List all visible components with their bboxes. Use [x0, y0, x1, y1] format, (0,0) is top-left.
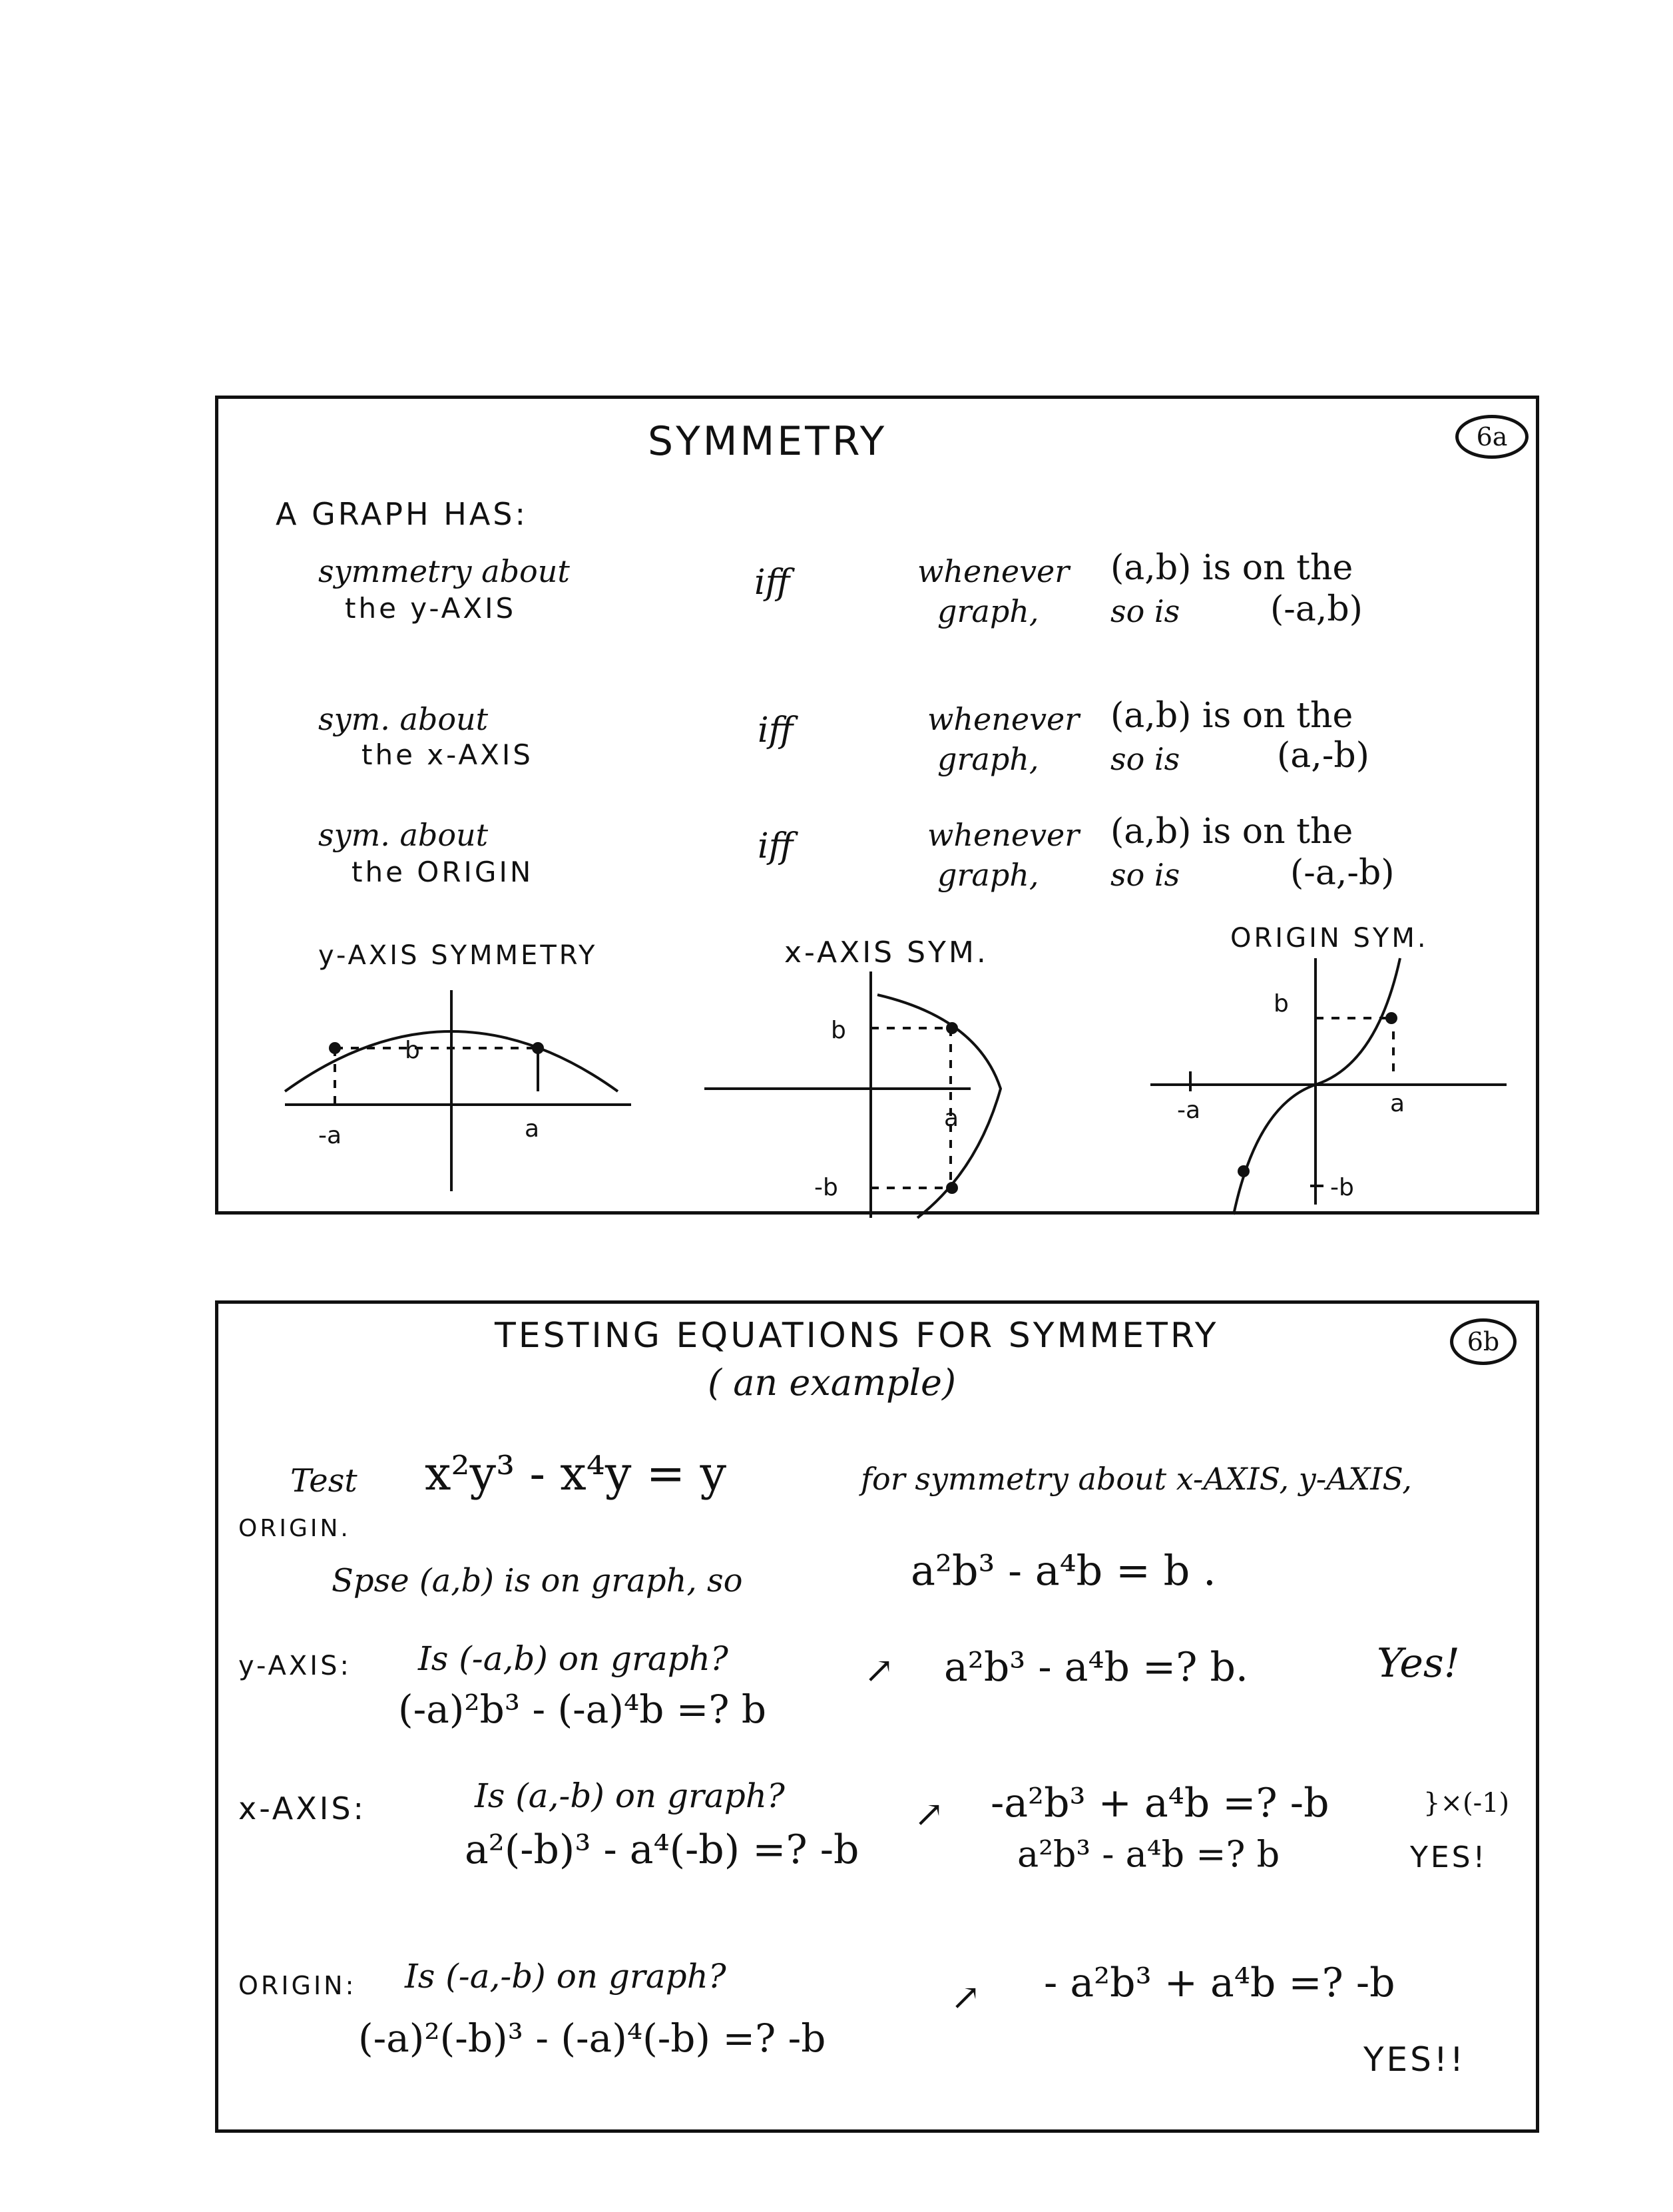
- page-badge: 6b: [1450, 1318, 1517, 1365]
- row3-left-line1: sym. about: [318, 817, 489, 853]
- origin-word: ORIGIN.: [238, 1515, 351, 1542]
- test-word: Test: [290, 1462, 358, 1500]
- page-badge: 6a: [1455, 415, 1529, 459]
- x-axis-arrow-icon: ↗: [914, 1793, 945, 1835]
- y-axis-test-question: Is (-a,b) on graph?: [418, 1639, 728, 1678]
- card-subtitle: ( an example): [708, 1362, 957, 1404]
- row3-right-whenever: whenever: [927, 817, 1080, 853]
- suppose-text: Spse (a,b) is on graph, so: [332, 1562, 743, 1599]
- y-axis-test-result: a²b³ - a⁴b =? b.: [944, 1644, 1249, 1691]
- x-graph-label-a: a: [944, 1105, 959, 1132]
- row2-left-line2: the x-AXIS: [361, 738, 533, 771]
- symmetry-card: [215, 396, 1539, 1215]
- card-title: TESTING EQUATIONS FOR SYMMETRY: [495, 1316, 1219, 1356]
- o-graph-point-top: [1385, 1012, 1397, 1024]
- origin-test-question: Is (-a,-b) on graph?: [405, 1957, 726, 1996]
- row2-left-line1: sym. about: [318, 701, 489, 737]
- origin-arrow-icon: ↗: [951, 1976, 981, 2018]
- o-graph-label-a: a: [1390, 1090, 1405, 1117]
- row2-right-point: (a,b) is on the: [1110, 696, 1353, 736]
- y-graph-label-a: a: [525, 1115, 540, 1143]
- x-axis-multiply-note: }×(-1): [1423, 1788, 1510, 1818]
- x-axis-test-answer: YES!: [1410, 1840, 1488, 1874]
- row3-right-point: (a,b) is on the: [1110, 812, 1353, 852]
- card-title: SYMMETRY: [648, 418, 887, 465]
- row1-right-so-is: so is: [1110, 593, 1180, 629]
- o-graph-label-b: b: [1274, 990, 1289, 1017]
- o-graph-label-neg-b: -b: [1330, 1174, 1354, 1201]
- y-graph-label-neg-a: -a: [318, 1122, 342, 1149]
- origin-graph-caption: ORIGIN SYM.: [1230, 923, 1429, 954]
- row1-left-line2: the y-AXIS: [345, 592, 517, 625]
- y-axis-test-work: (-a)²b³ - (-a)⁴b =? b: [398, 1687, 767, 1732]
- y-axis-test-label: y-AXIS:: [238, 1651, 352, 1681]
- x-axis-test-result-line2: a²b³ - a⁴b =? b: [1017, 1833, 1280, 1875]
- y-graph-label-b: b: [405, 1037, 420, 1064]
- origin-test-work: (-a)²(-b)³ - (-a)⁴(-b) =? -b: [358, 2016, 826, 2061]
- row1-right-graph: graph,: [937, 593, 1039, 629]
- x-graph-label-neg-b: -b: [814, 1174, 838, 1201]
- row3-left-line2: the ORIGIN: [352, 856, 534, 888]
- origin-test-answer: YES!!: [1363, 2040, 1466, 2079]
- origin-test-result: - a²b³ + a⁴b =? -b: [1044, 1960, 1395, 2006]
- row1-right-whenever: whenever: [917, 553, 1070, 589]
- row1-right-result: (-a,b): [1270, 589, 1363, 629]
- o-graph-point-bottom: [1238, 1165, 1250, 1177]
- row3-iff: iff: [758, 826, 794, 866]
- row3-right-result: (-a,-b): [1290, 853, 1395, 893]
- row3-right-graph: graph,: [937, 857, 1039, 893]
- row1-right-point: (a,b) is on the: [1110, 548, 1353, 588]
- x-graph-label-b: b: [831, 1017, 846, 1044]
- x-axis-graph-caption: x-AXIS SYM.: [784, 936, 989, 969]
- testing-equations-card: [215, 1300, 1539, 2133]
- y-axis-arrow-icon: ↗: [864, 1649, 895, 1691]
- intro-text: A GRAPH HAS:: [276, 496, 529, 532]
- y-axis-graph-caption: y-AXIS SYMMETRY: [318, 940, 598, 971]
- x-axis-test-result-line1: -a²b³ + a⁴b =? -b: [991, 1780, 1329, 1826]
- row2-right-result: (a,-b): [1277, 736, 1369, 776]
- test-equation: x²y³ - x⁴y = y: [425, 1446, 727, 1501]
- row2-right-whenever: whenever: [927, 701, 1080, 737]
- row3-right-so-is: so is: [1110, 857, 1180, 893]
- origin-test-label: ORIGIN:: [238, 1971, 357, 2000]
- row1-iff: iff: [754, 563, 790, 603]
- suppose-equation: a²b³ - a⁴b = b .: [911, 1546, 1216, 1595]
- x-axis-test-work: a²(-b)³ - a⁴(-b) =? -b: [465, 1826, 859, 1873]
- row2-right-so-is: so is: [1110, 741, 1180, 777]
- x-axis-test-label: x-AXIS:: [238, 1791, 367, 1826]
- row2-right-graph: graph,: [937, 741, 1039, 777]
- row2-iff: iff: [758, 710, 794, 750]
- row1-left-line1: symmetry about: [318, 553, 570, 589]
- o-graph-label-neg-a: -a: [1177, 1097, 1201, 1124]
- for-symmetry-text: for symmetry about x-AXIS, y-AXIS,: [861, 1461, 1412, 1497]
- origin-symmetry-graph: [218, 399, 1543, 1218]
- y-axis-test-answer: Yes!: [1377, 1640, 1460, 1687]
- x-axis-test-question: Is (a,-b) on graph?: [475, 1777, 785, 1815]
